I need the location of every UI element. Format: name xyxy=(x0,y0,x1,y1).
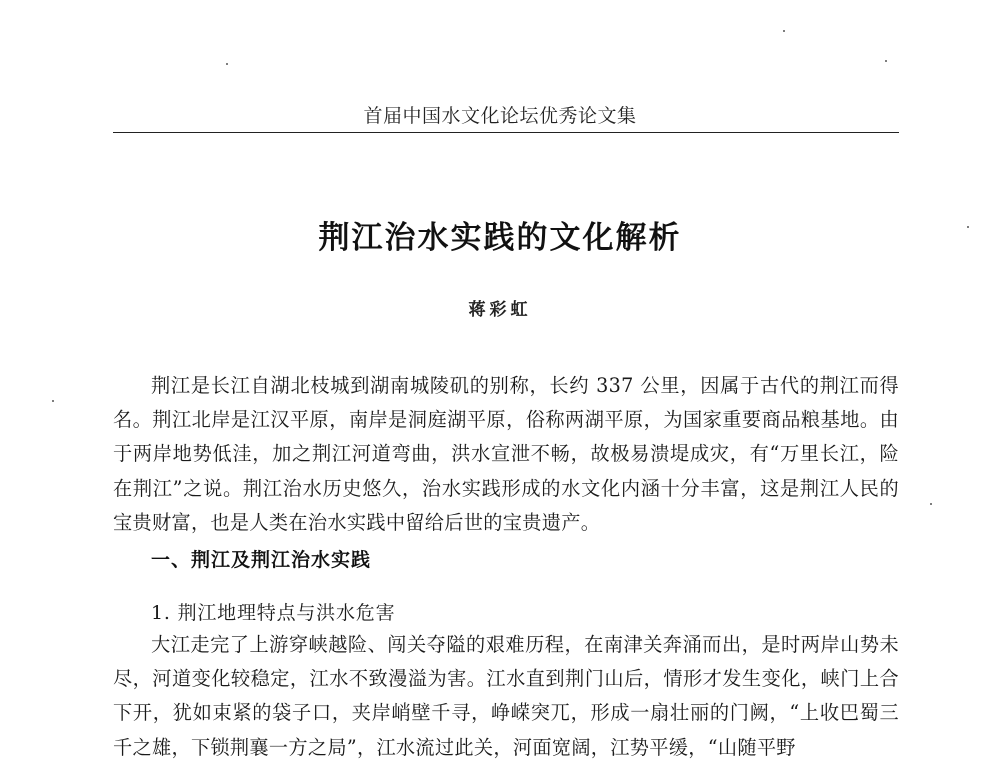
running-header: 首届中国水文化论坛优秀论文集 xyxy=(363,105,637,127)
scan-speck xyxy=(52,400,54,402)
section-heading: 一、荆江及荆江治水实践 xyxy=(151,549,372,571)
body-paragraph: 大江走完了上游穿峡越险、闯关夺隘的艰难历程，在南津关奔涌而出，是时两岸山势未尽，河道变化较稳定，江水不致漫溢为害。江水直到荆门山后，情形才发生变化，峡门上合下开，犹如束紧的袋子口，夹岸峭壁千寻，峥嵘突兀，形成一扇壮丽的门阙，“上收巴蜀三千之雄，下锁荆襄一方之局”，江水流过此关，河面宽阔，江势平缓，“山随平野 xyxy=(113,633,899,759)
scan-speck xyxy=(226,63,228,65)
header-divider xyxy=(113,132,899,133)
scan-speck xyxy=(783,30,785,32)
article-author: 蒋彩虹 xyxy=(468,300,532,320)
subsection-heading: 1. 荆江地理特点与洪水危害 xyxy=(151,602,396,624)
scan-speck xyxy=(967,226,969,228)
scan-speck xyxy=(885,60,887,62)
article-title: 荆江治水实践的文化解析 xyxy=(318,220,682,256)
scan-speck xyxy=(930,503,932,505)
intro-paragraph: 荆江是长江自湖北枝城到湖南城陵矶的别称，长约 337 公里，因属于古代的荆江而得名。荆江北岸是江汉平原，南岸是洞庭湖平原，俗称两湖平原，为国家重要商品粮基地。由于两岸地势低洼，加之荆江河道弯曲，洪水宣泄不畅，故极易溃堤成灾，有“万里长江，险在荆江”之说。荆江治水历史悠久，治水实践形成的水文化内涵十分丰富，这是荆江人民的宝贵财富，也是人类在治水实践中留给后世的宝贵遗产。 xyxy=(113,374,899,534)
